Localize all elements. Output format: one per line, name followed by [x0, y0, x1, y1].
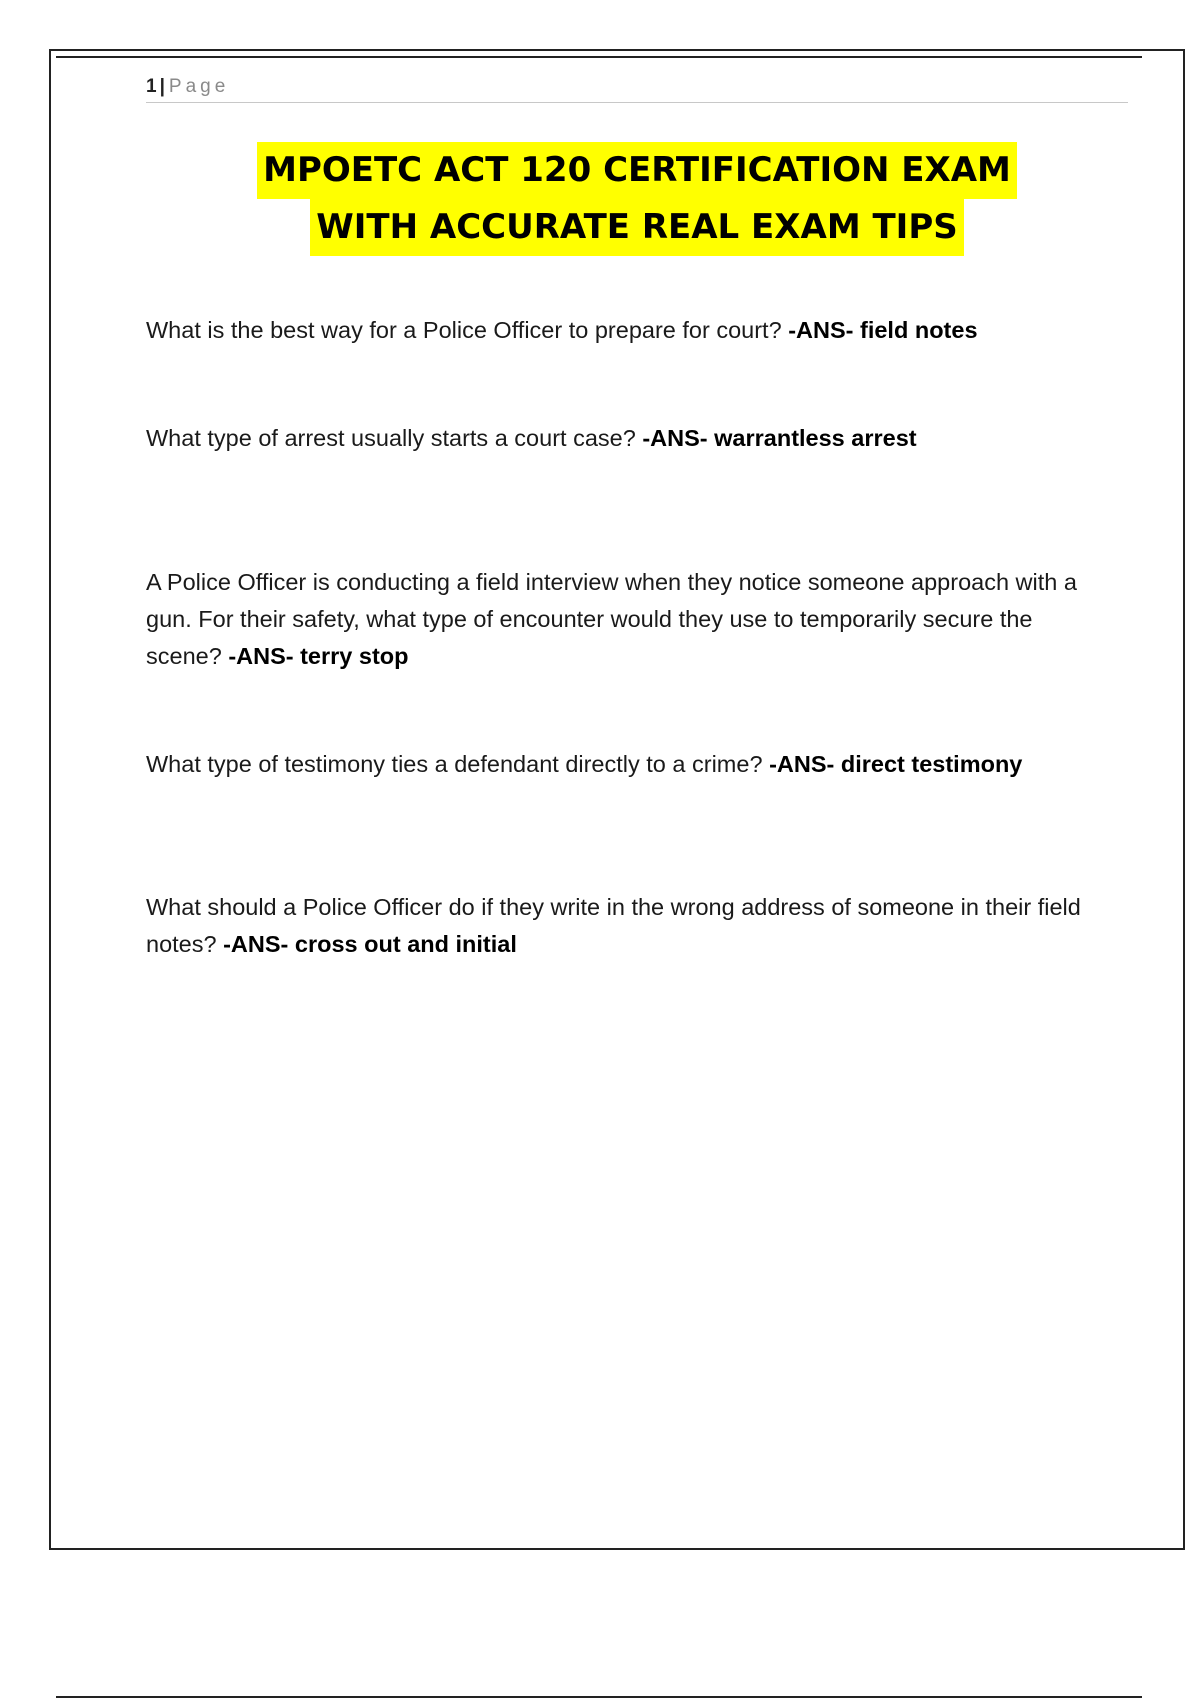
answer-text: -ANS- cross out and initial: [223, 931, 517, 957]
page-label: Page: [168, 76, 230, 97]
page-separator: |: [159, 76, 165, 97]
page-border: [49, 49, 1185, 1550]
question-text: What type of testimony ties a defendant directly to a crime?: [146, 751, 763, 777]
page-header: [146, 72, 1128, 103]
question-text: What type of arrest usually starts a court case?: [146, 425, 636, 451]
title-line-1: MPOETC ACT 120 CERTIFICATION EXAM: [257, 142, 1017, 199]
qa-item-4: [146, 746, 1086, 783]
answer-text: -ANS- terry stop: [228, 643, 409, 669]
title-line-2: WITH ACCURATE REAL EXAM TIPS: [310, 199, 963, 256]
top-rule: [56, 56, 1142, 58]
page-number: 1: [146, 76, 157, 97]
answer-text: -ANS- direct testimony: [769, 751, 1023, 777]
question-text: A Police Officer is conducting a field interview when they notice someone approach with a gun. For their safety, what type of encounter would they use to temporarily secure the scene?: [146, 569, 1077, 669]
question-text: What should a Police Officer do if they write in the wrong address of someone in their field notes?: [146, 894, 1081, 957]
document-title: [146, 142, 1128, 256]
answer-text: -ANS- field notes: [788, 317, 978, 343]
question-text: What is the best way for a Police Officer to prepare for court?: [146, 317, 782, 343]
answer-text: -ANS- warrantless arrest: [642, 425, 917, 451]
qa-item-5: [146, 889, 1086, 963]
qa-item-1: [146, 312, 1086, 349]
bottom-rule: [56, 1696, 1142, 1698]
qa-item-2: [146, 420, 1086, 457]
qa-item-3: [146, 564, 1086, 675]
